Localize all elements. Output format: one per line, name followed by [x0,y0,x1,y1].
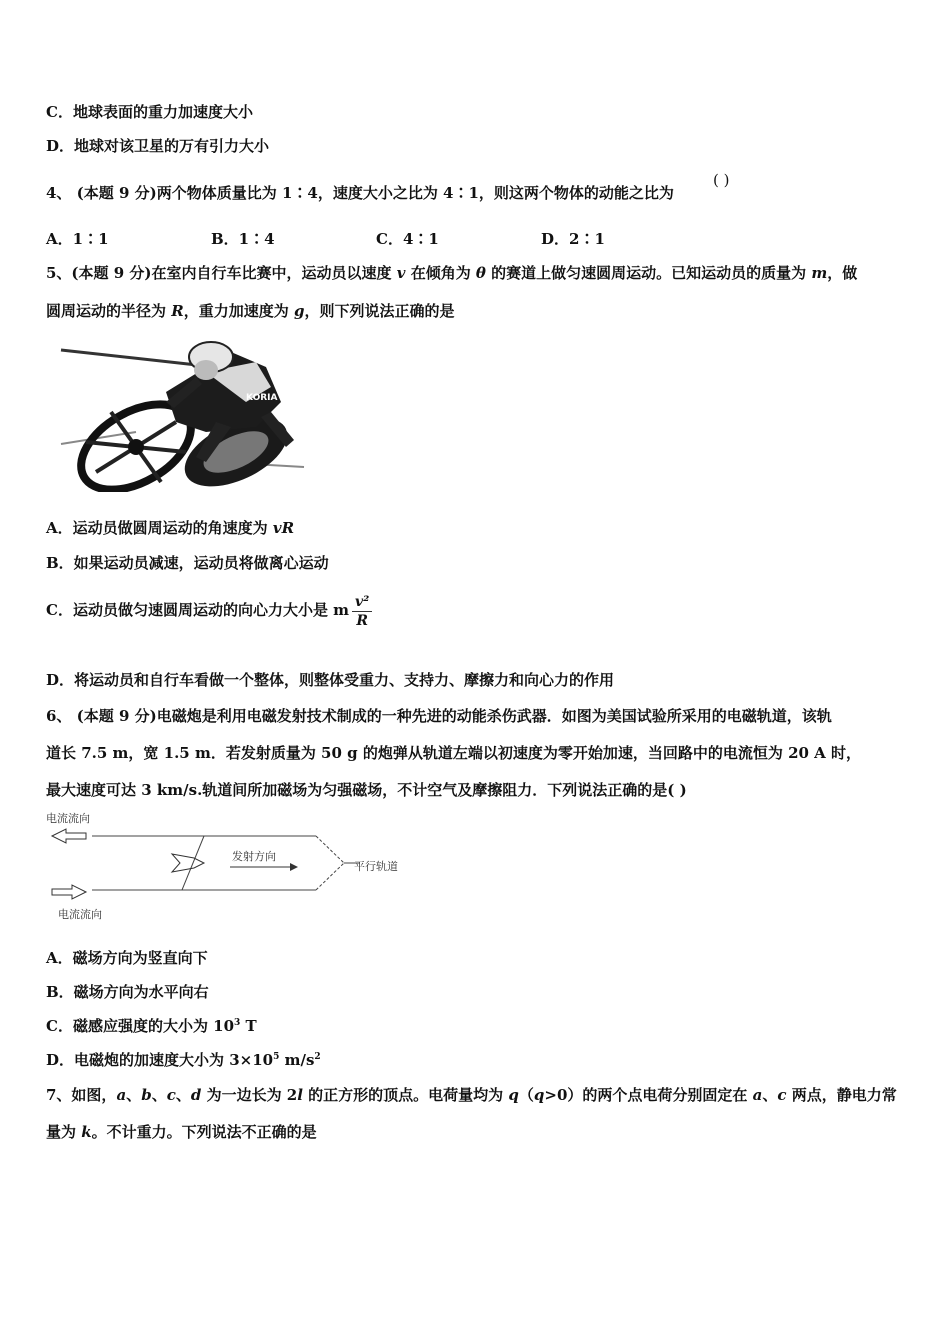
arrow-right-icon [52,885,86,899]
q6-option-a: A．磁场方向为竖直向下 [46,949,208,967]
q3-option-c: C．地球表面的重力加速度大小 [46,103,253,121]
launch-arrow-icon [290,863,298,871]
q5-stem-line2: 圆周运动的半径为 R，重力加速度为 g，则下列说法正确的是 [46,302,455,320]
q5-option-a: A．运动员做圆周运动的角速度为 vR [46,519,295,537]
q6-stem-line3: 最大速度可达 3 km/s.轨道间所加磁场为匀强磁场，不计空气及摩擦阻力．下列说法正确的是( ) [46,781,687,799]
q3-option-d: D．地球对该卫星的万有引力大小 [46,137,270,155]
q5-option-b: B．如果运动员减速，运动员将做离心运动 [46,554,329,572]
q5-option-d: D．将运动员和自行车看做一个整体，则整体受重力、支持力、摩擦力和向心力的作用 [46,671,615,689]
q5-var-R: R [171,302,184,320]
q5-var-g: g [293,302,305,320]
q6-option-b: B．磁场方向为水平向右 [46,983,209,1001]
q6-option-d: D．电磁炮的加速度大小为 $3\times 10^5$ $m/s^2$ [46,1051,321,1069]
q5-var-m: m [811,264,828,282]
label-current-top: 电流流向 [46,812,90,825]
q4-answer-paren: ( ) [713,171,730,189]
q4-stem: 4、 (本题 9 分)两个物体质量比为 1∶4，速度大小之比为 4∶1，则这两个物体的动能之比为 [46,184,674,202]
q5-fraction: $\frac{\text{v²}}{R}$ [352,593,372,630]
armature [182,836,204,890]
q6-option-c: C．磁感应强度的大小为 $10^3$ T [46,1017,257,1035]
label-parallel-rails: 平行轨道 [354,860,398,873]
label-current-bottom: 电流流向 [58,908,102,921]
q4-option-b: B．1∶4 [211,230,275,248]
q4-option-a: A．1∶1 [46,230,109,248]
q7-stem-line1: 7、如图，a、b、c、d 为一边长为 2l 的正方形的顶点。电荷量均为 q（q>0）的两个点电荷分别固定在 a、c 两点，静电力常 [46,1086,897,1104]
cyclist-image [56,332,306,492]
projectile-icon [172,854,204,872]
q5-option-c: C．运动员做匀速圆周运动的向心力大小是 m $\frac{\text{v²}}{R}$ [46,590,372,630]
q5-var-v: v [396,264,406,282]
q7-stem-line2: 量为 k。不计重力。下列说法不正确的是 [46,1123,317,1141]
q5-var-theta: θ [475,264,486,282]
q6-stem-line1: 6、 (本题 9 分)电磁炮是利用电磁发射技术制成的一种先进的动能杀伤武器．如图为美国试验所采用的电磁轨道，该轨 [46,707,832,725]
q4-option-c: C．4∶1 [376,230,439,248]
q6-stem-line2: 道长 7.5 m，宽 1.5 m．若发射质量为 50 g 的炮弹从轨道左端以初速度为零开始加速，当回路中的电流恒为 20 A 时， [46,744,862,762]
svg-text:KORIA: KORIA [246,393,278,403]
q4-option-d: D．2∶1 [541,230,605,248]
q5-stem-line1: 5、(本题 9 分)在室内自行车比赛中，运动员以速度 v 在倾角为 θ 的赛道上做匀速圆周运动。已知运动员的质量为 m，做 [46,264,858,282]
railgun-diagram [44,808,424,923]
label-launch-direction: 发射方向 [232,850,276,863]
arrow-left-icon [52,829,86,843]
